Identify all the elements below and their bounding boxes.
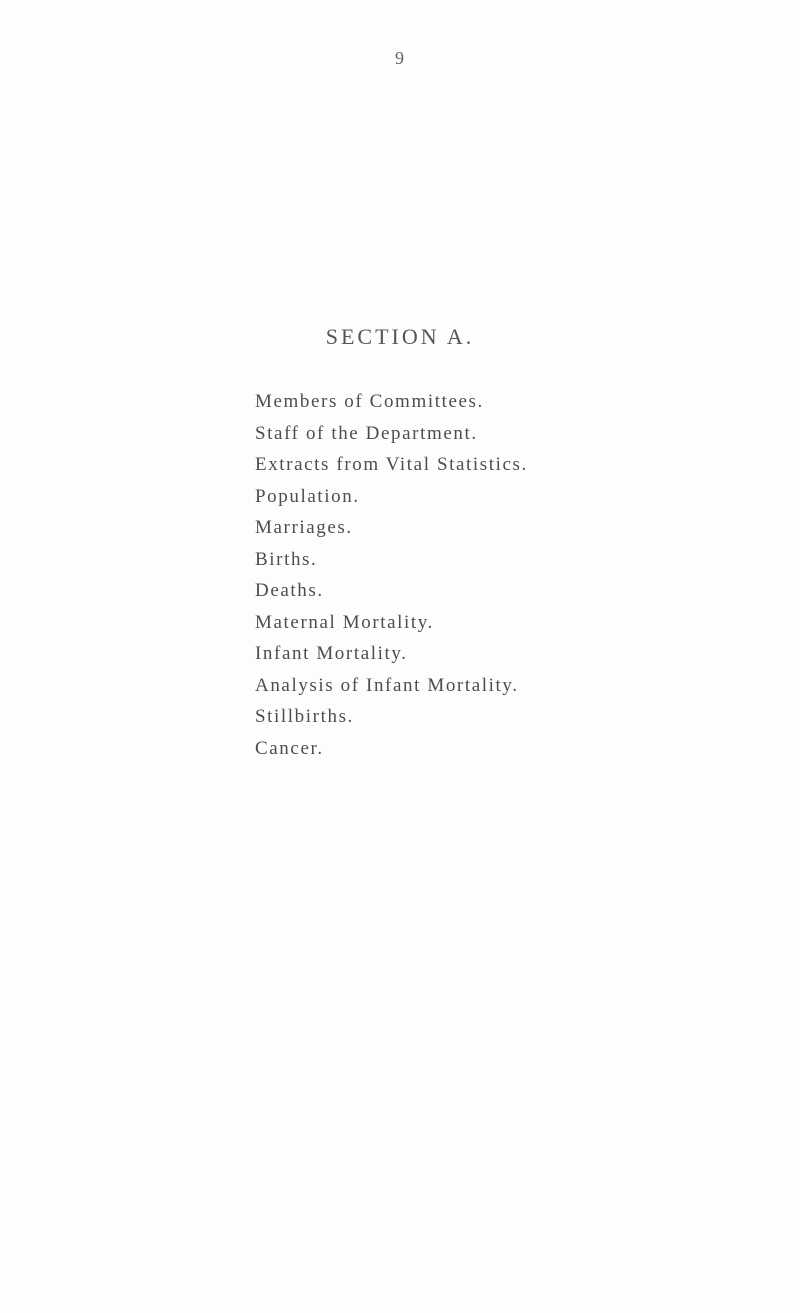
contents-item-marriages: Marriages.: [255, 517, 353, 538]
contents-item-deaths: Deaths.: [255, 580, 324, 601]
contents-item-staff-of-the-department: Staff of the Department.: [255, 422, 478, 444]
contents-item-extracts-from-vital-statistics: Extracts from Vital Statistics.: [255, 454, 528, 475]
contents-item-stillbirths: Stillbirths.: [255, 706, 354, 727]
contents-item-maternal-mortality: Maternal Mortality.: [255, 611, 435, 633]
contents-item-analysis-of-infant-mortality: Analysis of Infant Mortality.: [255, 674, 519, 696]
contents-list: [255, 386, 528, 764]
contents-item-members-of-committees: Members of Committees.: [255, 391, 484, 412]
contents-item-population: Population.: [255, 485, 360, 507]
section-title: SECTION A.: [325, 324, 475, 349]
contents-item-cancer: Cancer.: [255, 737, 324, 759]
contents-item-births: Births.: [255, 548, 318, 570]
contents-item-infant-mortality: Infant Mortality.: [255, 643, 408, 664]
page-number: 9: [395, 48, 405, 68]
